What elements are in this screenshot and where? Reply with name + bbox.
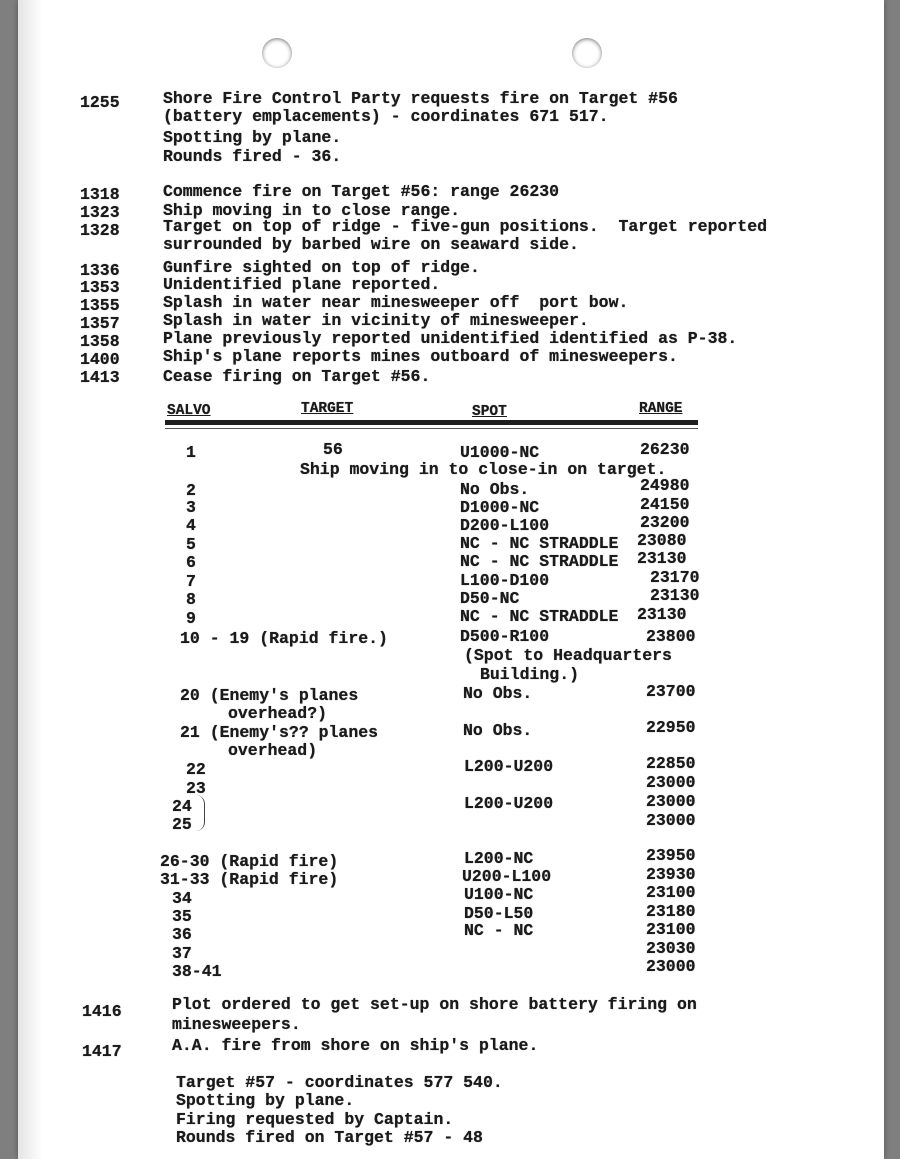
- table-note: Ship moving in to close-in on target.: [300, 460, 667, 479]
- spot-cell: U200-L100: [462, 867, 552, 886]
- salvo-cell: 3: [186, 498, 196, 517]
- spot-cell: No Obs.: [460, 480, 530, 499]
- range-cell: 23950: [646, 846, 696, 865]
- spot-cell: U100-NC: [464, 885, 534, 904]
- log-text: Splash in water in vicinity of minesweeper.: [163, 311, 589, 330]
- spot-cell: L200-U200: [464, 794, 554, 813]
- log-time: 1358: [80, 332, 120, 351]
- salvo-cell: 21 (Enemy's?? planes: [180, 723, 379, 742]
- header-spot: SPOT: [472, 404, 507, 420]
- table-rule-thin: [165, 428, 698, 429]
- spot-cell: No Obs.: [463, 721, 533, 740]
- log-text: Rounds fired - 36.: [163, 147, 342, 166]
- spot-cell: U1000-NC: [460, 443, 540, 462]
- log-text: Target on top of ridge - five-gun positions. Target reported: [163, 217, 767, 236]
- log-text: Shore Fire Control Party requests fire on Target #56: [163, 89, 678, 108]
- log-text: Unidentified plane reported.: [163, 275, 441, 294]
- log-text: Commence fire on Target #56: range 26230: [163, 182, 560, 201]
- log-text: Splash in water near minesweeper off port bow.: [163, 293, 629, 312]
- salvo-cell: 2: [186, 481, 196, 500]
- salvo-cell: 10 - 19 (Rapid fire.): [180, 629, 388, 648]
- log-text: (battery emplacements) - coordinates 671 517.: [163, 107, 609, 126]
- range-cell: 23100: [646, 920, 696, 939]
- log-text: A.A. fire from shore on ship's plane.: [172, 1036, 539, 1055]
- salvo-cell: 34: [172, 889, 192, 908]
- log-time: 1355: [80, 296, 120, 315]
- salvo-cell: 36: [172, 925, 192, 944]
- target-cell: 56: [323, 440, 343, 459]
- salvo-cell: 23: [186, 779, 206, 798]
- page-shading: [18, 0, 42, 1159]
- log-time: 1323: [80, 203, 120, 222]
- log-time: 1353: [80, 278, 120, 297]
- log-time: 1357: [80, 314, 120, 333]
- header-target: TARGET: [301, 401, 354, 417]
- salvo-cell: 35: [172, 907, 192, 926]
- spot-cell: L200-U200: [464, 757, 554, 776]
- range-cell: 23800: [646, 627, 696, 646]
- bracket-mark: [196, 795, 205, 831]
- spot-cell: NC - NC: [464, 921, 534, 940]
- salvo-cell: 7: [186, 572, 196, 591]
- log-time: 1417: [82, 1042, 122, 1061]
- log-time: 1400: [80, 350, 120, 369]
- table-rule: [165, 420, 698, 425]
- range-cell: 23000: [646, 773, 696, 792]
- log-text: Ship moving in to close range.: [163, 201, 461, 220]
- footer-line: Spotting by plane.: [176, 1091, 355, 1110]
- log-text: Ship's plane reports mines outboard of minesweepers.: [163, 347, 678, 366]
- log-text: Plot ordered to get set-up on shore battery firing on: [172, 995, 697, 1014]
- range-cell: 23170: [650, 568, 700, 587]
- range-cell: 23030: [646, 939, 696, 958]
- range-cell: 23700: [646, 682, 696, 701]
- footer-line: Target #57 - coordinates 577 540.: [176, 1073, 503, 1092]
- salvo-cell: 37: [172, 944, 192, 963]
- spot-cell: L200-NC: [464, 849, 534, 868]
- log-time: 1416: [82, 1002, 122, 1021]
- salvo-cell: 24: [172, 797, 192, 816]
- log-text: minesweepers.: [172, 1015, 301, 1034]
- log-time: 1328: [80, 221, 120, 240]
- salvo-cell: 8: [186, 590, 196, 609]
- salvo-cell: 38-41: [172, 962, 222, 981]
- range-cell: 23180: [646, 902, 696, 921]
- header-salvo: SALVO: [167, 403, 211, 419]
- spot-cell: L100-D100: [460, 571, 550, 590]
- spot-cell: D500-R100: [460, 627, 550, 646]
- spot-note: (Spot to Headquarters: [464, 646, 672, 665]
- spot-cell: NC - NC STRADDLE: [460, 607, 619, 626]
- salvo-cell: 22: [186, 760, 206, 779]
- log-text: Gunfire sighted on top of ridge.: [163, 258, 480, 277]
- salvo-cell: 1: [186, 443, 196, 462]
- salvo-cell: 26-30 (Rapid fire): [160, 852, 339, 871]
- log-text: surrounded by barbed wire on seaward side.: [163, 235, 579, 254]
- range-cell: 24980: [640, 476, 690, 495]
- header-range: RANGE: [639, 401, 683, 417]
- punch-hole-right: [572, 38, 602, 68]
- range-cell: 24150: [640, 495, 690, 514]
- salvo-cell: 5: [186, 535, 196, 554]
- range-cell: 23200: [640, 513, 690, 532]
- range-cell: 22850: [646, 754, 696, 773]
- spot-cell: D50-L50: [464, 904, 534, 923]
- range-cell: 23100: [646, 883, 696, 902]
- salvo-cell: 31-33 (Rapid fire): [160, 870, 339, 889]
- range-cell: 23000: [646, 811, 696, 830]
- range-cell: 26230: [640, 440, 690, 459]
- range-cell: 23130: [650, 586, 700, 605]
- salvo-cell: 20 (Enemy's planes: [180, 686, 359, 705]
- salvo-note: overhead): [228, 741, 318, 760]
- document-page: [18, 0, 884, 1159]
- salvo-cell: 6: [186, 553, 196, 572]
- salvo-note: overhead?): [228, 704, 328, 723]
- salvo-cell: 9: [186, 609, 196, 628]
- salvo-cell: 25: [172, 815, 192, 834]
- spot-note: Building.): [480, 665, 580, 684]
- range-cell: 23130: [637, 605, 687, 624]
- log-time: 1336: [80, 261, 120, 280]
- log-text: Spotting by plane.: [163, 128, 342, 147]
- log-time: 1413: [80, 368, 120, 387]
- salvo-cell: 4: [186, 516, 196, 535]
- log-text: Plane previously reported unidentified identified as P-38.: [163, 329, 738, 348]
- log-time: 1318: [80, 185, 120, 204]
- footer-line: Rounds fired on Target #57 - 48: [176, 1128, 483, 1147]
- range-cell: 23930: [646, 865, 696, 884]
- log-time: 1255: [80, 93, 120, 112]
- spot-cell: D50-NC: [460, 589, 520, 608]
- log-text: Cease firing on Target #56.: [163, 367, 431, 386]
- range-cell: 23000: [646, 957, 696, 976]
- range-cell: 23130: [637, 549, 687, 568]
- spot-cell: NC - NC STRADDLE: [460, 534, 619, 553]
- range-cell: 22950: [646, 718, 696, 737]
- spot-cell: D1000-NC: [460, 498, 540, 517]
- spot-cell: D200-L100: [460, 516, 550, 535]
- footer-line: Firing requested by Captain.: [176, 1110, 454, 1129]
- range-cell: 23080: [637, 531, 687, 550]
- spot-cell: NC - NC STRADDLE: [460, 552, 619, 571]
- spot-cell: No Obs.: [463, 684, 533, 703]
- range-cell: 23000: [646, 792, 696, 811]
- punch-hole-left: [262, 38, 292, 68]
